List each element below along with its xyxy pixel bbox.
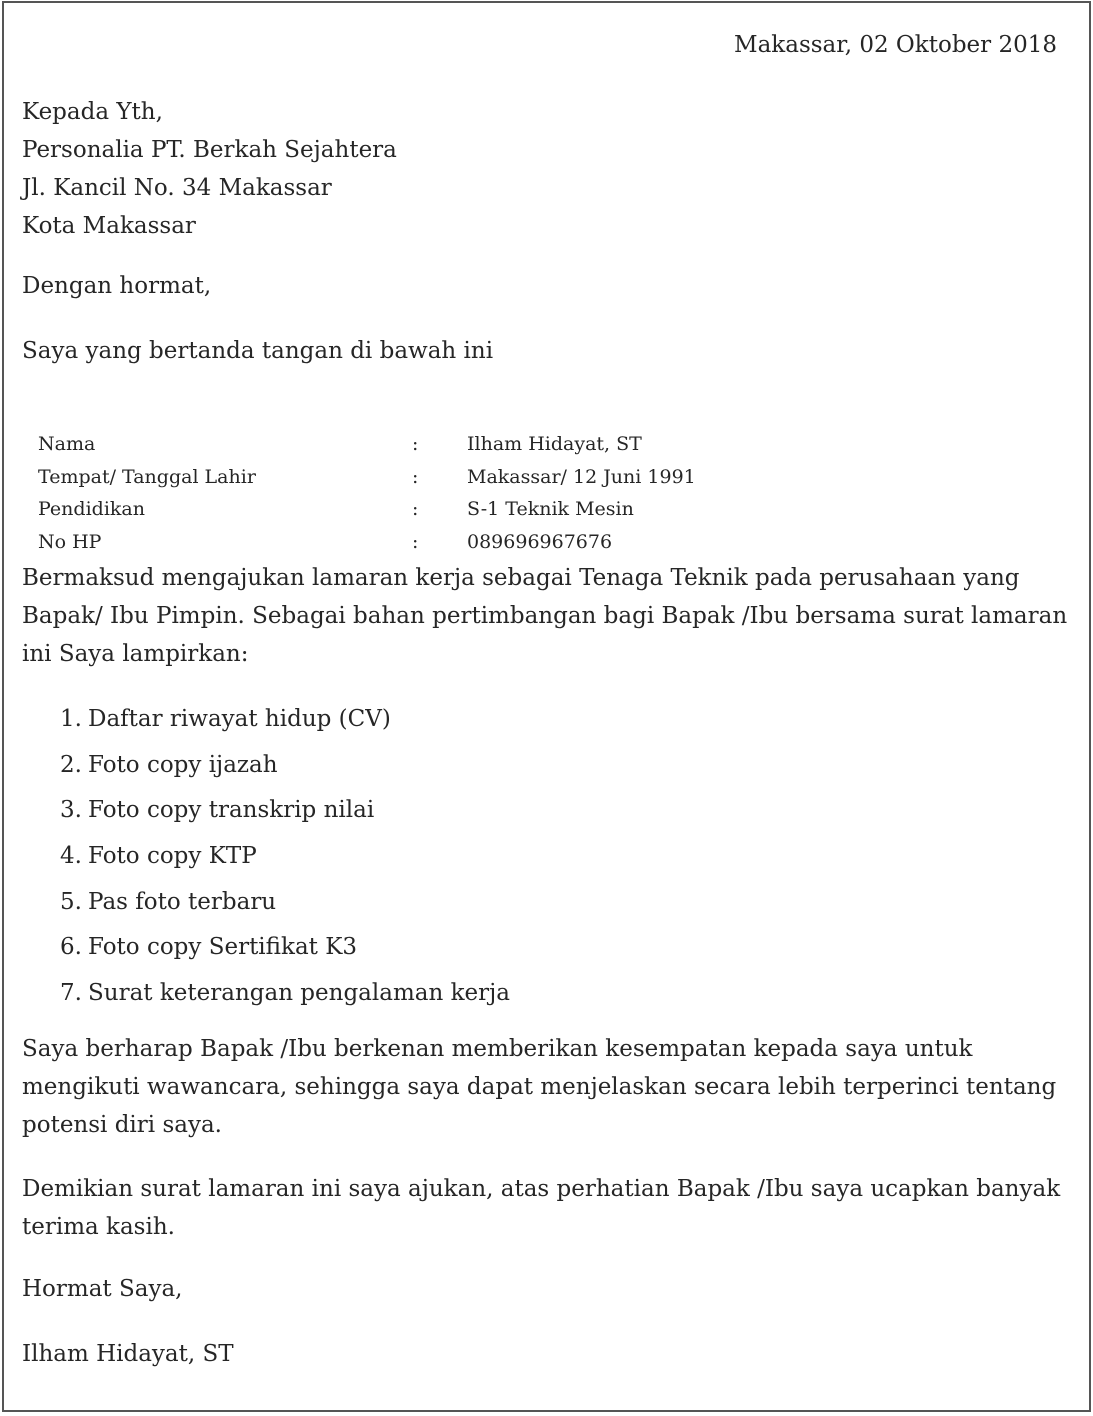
list-text: Pas foto terbaru bbox=[88, 888, 277, 915]
list-number: 5. bbox=[60, 888, 82, 915]
purpose-line-1: Bermaksud mengajukan lamaran kerja sebagai Tenaga Teknik pada perusahaan yang bbox=[22, 565, 1020, 591]
intro-text: Saya yang bertanda tangan di bawah ini bbox=[22, 338, 494, 364]
list-text: Foto copy Sertifikat K3 bbox=[88, 934, 358, 961]
list-text: Foto copy ijazah bbox=[88, 751, 278, 778]
recipient-line-4: Kota Makassar bbox=[22, 213, 196, 239]
info-separator: : bbox=[412, 498, 419, 520]
hope-line-2: mengikuti wawancara, sehingga saya dapat menjelaskan secara lebih terperinci tentang bbox=[22, 1074, 1057, 1100]
info-separator: : bbox=[412, 530, 419, 553]
list-number: 3. bbox=[60, 797, 82, 824]
letter-page bbox=[2, 1, 1091, 1412]
closing-line-2: terima kasih. bbox=[22, 1214, 175, 1240]
info-value: Ilham Hidayat, ST bbox=[467, 433, 642, 455]
info-label: Tempat/ Tanggal Lahir bbox=[38, 465, 256, 488]
closing-line-1: Demikian surat lamaran ini saya ajukan, atas perhatian Bapak /Ibu saya ucapkan banyak bbox=[22, 1176, 1061, 1202]
list-text: Foto copy KTP bbox=[88, 843, 257, 870]
purpose-paragraph bbox=[22, 559, 1072, 673]
list-text: Foto copy transkrip nilai bbox=[88, 797, 375, 824]
list-number: 1. bbox=[60, 706, 82, 732]
info-label: No HP bbox=[38, 530, 102, 553]
list-number: 7. bbox=[60, 980, 82, 1007]
list-number: 4. bbox=[60, 843, 82, 870]
purpose-line-2: Bapak/ Ibu Pimpin. Sebagai bahan pertimbangan bagi Bapak /Ibu bersama surat lamaran bbox=[22, 603, 1068, 629]
greeting: Dengan hormat, bbox=[22, 273, 212, 299]
recipient-address bbox=[22, 93, 397, 245]
purpose-line-3: ini Saya lampirkan: bbox=[22, 641, 249, 667]
info-value: Makassar/ 12 Juni 1991 bbox=[467, 465, 696, 488]
list-text: Surat keterangan pengalaman kerja bbox=[88, 980, 510, 1007]
closing-paragraph bbox=[22, 1170, 1072, 1246]
list-number: 2. bbox=[60, 751, 82, 778]
info-separator: : bbox=[412, 433, 419, 455]
recipient-line-1: Kepada Yth, bbox=[22, 99, 163, 125]
letter-date: Makassar, 02 Oktober 2018 bbox=[734, 32, 1057, 58]
info-value: S-1 Teknik Mesin bbox=[467, 498, 634, 520]
info-value: 089696967676 bbox=[467, 530, 613, 553]
regards: Hormat Saya, bbox=[22, 1276, 183, 1302]
hope-line-1: Saya berharap Bapak /Ibu berkenan memberikan kesempatan kepada saya untuk bbox=[22, 1036, 973, 1062]
info-label: Pendidikan bbox=[38, 498, 145, 520]
recipient-line-2: Personalia PT. Berkah Sejahtera bbox=[22, 137, 397, 163]
info-label: Nama bbox=[38, 433, 96, 455]
info-separator: : bbox=[412, 465, 419, 488]
signature-name: Ilham Hidayat, ST bbox=[22, 1341, 234, 1367]
list-text: Daftar riwayat hidup (CV) bbox=[88, 706, 391, 732]
hope-line-3: potensi diri saya. bbox=[22, 1112, 222, 1138]
recipient-line-3: Jl. Kancil No. 34 Makassar bbox=[22, 175, 332, 201]
list-number: 6. bbox=[60, 934, 82, 961]
hope-paragraph bbox=[22, 1030, 1072, 1144]
